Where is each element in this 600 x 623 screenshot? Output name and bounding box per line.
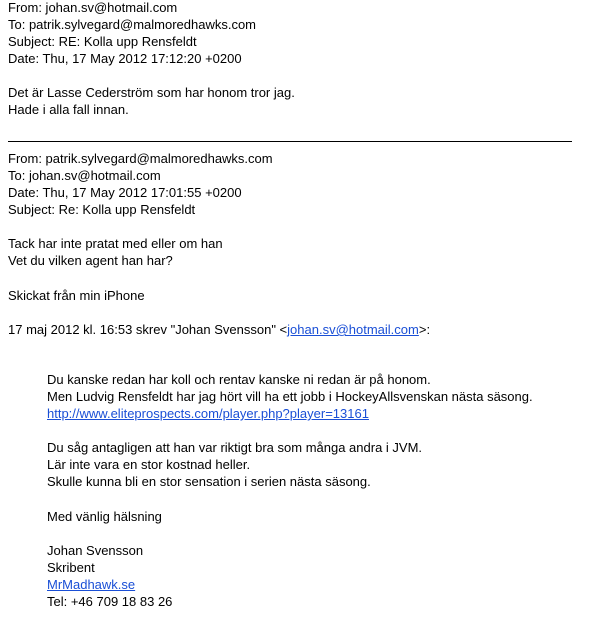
- reply-body-line-1: Det är Lasse Cederström som har honom tror jag.: [8, 85, 295, 100]
- previous-subject: Subject: Re: Kolla upp Rensfeldt: [8, 202, 196, 217]
- eliteprospects-link[interactable]: http://www.eliteprospects.com/player.php?player=13161: [47, 406, 369, 421]
- reply-to: To: patrik.sylvegard@malmoredhawks.com: [8, 17, 257, 32]
- previous-body-line-1: Tack har inte pratat med eller om han: [8, 236, 223, 251]
- attribution-prefix: 17 maj 2012 kl. 16:53 skrev "Johan Svensson" <: [8, 322, 288, 337]
- reply-from: From: johan.sv@hotmail.com: [8, 0, 178, 15]
- reply-subject: Subject: RE: Kolla upp Rensfeldt: [8, 34, 197, 49]
- signature-tel: Tel: +46 709 18 83 26: [47, 594, 173, 609]
- quoted-greeting: Med vänlig hälsning: [47, 509, 162, 524]
- previous-date: Date: Thu, 17 May 2012 17:01:55 +0200: [8, 185, 242, 200]
- signature-role: Skribent: [47, 560, 95, 575]
- attribution-suffix: >:: [418, 322, 431, 337]
- previous-from: From: patrik.sylvegard@malmoredhawks.com: [8, 151, 273, 166]
- iphone-signature: Skickat från min iPhone: [8, 288, 145, 303]
- separator-line: [8, 141, 572, 142]
- previous-body-line-2: Vet du vilken agent han har?: [8, 253, 173, 268]
- signature-name: Johan Svensson: [47, 543, 144, 558]
- attribution-email-link[interactable]: johan.sv@hotmail.com: [287, 322, 419, 337]
- reply-body-line-2: Hade i alla fall innan.: [8, 102, 129, 117]
- quoted-line-2: Men Ludvig Rensfeldt har jag hört vill ha ett jobb i HockeyAllsvenskan nästa säsong.: [47, 389, 533, 404]
- previous-to: To: johan.sv@hotmail.com: [8, 168, 161, 183]
- quoted-line-4: Lär inte vara en stor kostnad heller.: [47, 457, 251, 472]
- attribution-line: [8, 322, 430, 338]
- signature-site-link[interactable]: MrMadhawk.se: [47, 577, 136, 592]
- quoted-line-1: Du kanske redan har koll och rentav kanske ni redan är på honom.: [47, 372, 431, 387]
- reply-date: Date: Thu, 17 May 2012 17:12:20 +0200: [8, 51, 242, 66]
- quoted-line-3: Du såg antagligen att han var riktigt bra som många andra i JVM.: [47, 440, 423, 455]
- quoted-line-5: Skulle kunna bli en stor sensation i serien nästa säsong.: [47, 474, 371, 489]
